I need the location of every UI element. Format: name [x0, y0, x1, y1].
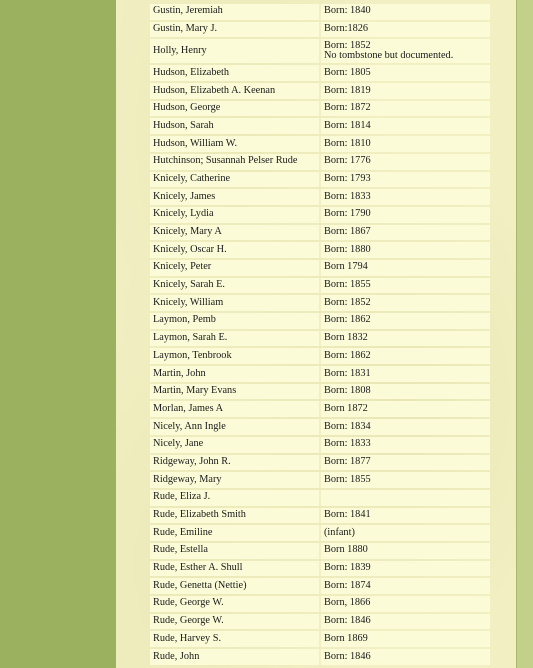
table-row — [150, 614, 490, 630]
name-cell: Rude, Genetta (Nettie) — [150, 578, 319, 594]
born-cell — [319, 313, 490, 329]
table-row — [150, 39, 490, 63]
name-cell: Rude, Estella — [150, 543, 319, 559]
table-row — [150, 401, 490, 417]
born-cell — [319, 136, 490, 152]
table-row — [150, 189, 490, 205]
table-row — [150, 154, 490, 170]
born-year: Born: 1793 — [324, 172, 371, 184]
born-year: Born: 1810 — [324, 137, 371, 149]
born-year: Born: 1819 — [324, 84, 371, 96]
name-cell: Martin, John — [150, 366, 319, 382]
born-cell — [319, 65, 490, 81]
born-cell — [319, 596, 490, 612]
name-cell: Ridgeway, John R. — [150, 455, 319, 471]
name-cell: Holly, Henry — [150, 39, 319, 63]
born-year: Born, 1866 — [324, 597, 371, 609]
born-cell — [319, 455, 490, 471]
table-row — [150, 348, 490, 364]
born-year: Born: 1776 — [324, 155, 371, 167]
name-cell: Hudson, Elizabeth A. Keenan — [150, 83, 319, 99]
name-cell: Laymon, Tenbrook — [150, 348, 319, 364]
born-year: Born: 1790 — [324, 208, 371, 220]
name-cell: Knicely, William — [150, 295, 319, 311]
born-year: Born: 1808 — [324, 385, 371, 397]
born-year: Born 1880 — [324, 544, 368, 556]
table-row — [150, 596, 490, 612]
table-row — [150, 136, 490, 152]
born-cell — [319, 260, 490, 276]
table-row — [150, 366, 490, 382]
table-row — [150, 313, 490, 329]
born-year: Born: 1855 — [324, 279, 371, 291]
born-year: Born: 1833 — [324, 438, 371, 450]
name-cell: Gustin, Mary J. — [150, 22, 319, 38]
table-row — [150, 561, 490, 577]
table-row — [150, 490, 490, 506]
name-cell: Rude, Emiline — [150, 525, 319, 541]
born-year: Born 1794 — [324, 261, 368, 273]
name-cell: Knicely, Mary A — [150, 225, 319, 241]
born-cell — [319, 543, 490, 559]
born-year: Born: 1872 — [324, 102, 371, 114]
name-cell: Hudson, William W. — [150, 136, 319, 152]
born-year: Born: 1862 — [324, 349, 371, 361]
name-cell: Rude, John — [150, 649, 319, 665]
born-year: Born: 1839 — [324, 562, 371, 574]
born-cell — [319, 4, 490, 20]
born-cell — [319, 101, 490, 117]
born-cell — [319, 437, 490, 453]
born-cell — [319, 207, 490, 223]
born-cell — [319, 472, 490, 488]
born-year: Born 1832 — [324, 332, 368, 344]
table-row — [150, 225, 490, 241]
born-cell — [319, 366, 490, 382]
born-cell — [319, 419, 490, 435]
born-cell — [319, 561, 490, 577]
table-row — [150, 207, 490, 223]
table-row — [150, 278, 490, 294]
born-year: Born: 1841 — [324, 509, 371, 520]
table-row — [150, 508, 490, 524]
born-year: Born: 1840 — [324, 5, 371, 17]
born-year: Born: 1805 — [324, 66, 371, 78]
born-cell — [319, 278, 490, 294]
born-year: Born: 1814 — [324, 119, 371, 131]
table-row — [150, 4, 490, 20]
table-row — [150, 419, 490, 435]
table-row — [150, 260, 490, 276]
name-cell: Rude, George W. — [150, 614, 319, 630]
born-cell — [319, 649, 490, 665]
born-cell — [319, 578, 490, 594]
born-cell — [319, 118, 490, 134]
name-cell: Hudson, Elizabeth — [150, 65, 319, 81]
name-cell: Knicely, Sarah E. — [150, 278, 319, 294]
name-cell: Rude, Elizabeth Smith — [150, 508, 319, 524]
born-cell — [319, 508, 490, 524]
born-year: Born: 1855 — [324, 473, 371, 485]
table-row — [150, 65, 490, 81]
born-year: Born: 1852 — [324, 296, 371, 308]
born-cell — [319, 295, 490, 311]
table-row — [150, 242, 490, 258]
table-row — [150, 101, 490, 117]
name-cell: Ridgeway, Mary — [150, 472, 319, 488]
born-year: Born: 1862 — [324, 314, 371, 326]
born-cell — [319, 631, 490, 647]
name-cell: Rude, George W. — [150, 596, 319, 612]
table-row — [150, 455, 490, 471]
born-cell — [319, 348, 490, 364]
born-year: Born: 1834 — [324, 420, 371, 432]
born-year: Born:1826 — [324, 23, 369, 35]
born-cell — [319, 384, 490, 400]
table-row — [150, 295, 490, 311]
born-cell — [319, 490, 490, 506]
table-row — [150, 118, 490, 134]
name-cell: Knicely, Catherine — [150, 172, 319, 188]
name-cell: Hudson, Sarah — [150, 118, 319, 134]
born-cell — [319, 525, 490, 541]
table-row — [150, 631, 490, 647]
name-cell: Knicely, Peter — [150, 260, 319, 276]
born-cell — [319, 242, 490, 258]
name-cell: Knicely, Oscar H. — [150, 242, 319, 258]
name-cell: Hudson, George — [150, 101, 319, 117]
born-cell — [319, 225, 490, 241]
table-row — [150, 543, 490, 559]
name-cell: Rude, Esther A. Shull — [150, 561, 319, 577]
born-cell — [319, 154, 490, 170]
name-cell: Laymon, Pemb — [150, 313, 319, 329]
burial-records-table — [150, 2, 490, 667]
name-cell: Nicely, Jane — [150, 437, 319, 453]
born-cell — [319, 189, 490, 205]
table-row — [150, 649, 490, 665]
born-year: Born: 1831 — [324, 367, 371, 379]
born-year: (infant) — [324, 526, 355, 538]
born-year: Born: 1874 — [324, 579, 371, 591]
table-row — [150, 331, 490, 347]
table-row — [150, 22, 490, 38]
table-row — [150, 525, 490, 541]
born-cell — [319, 22, 490, 38]
name-cell: Martin, Mary Evans — [150, 384, 319, 400]
records-body — [150, 4, 490, 665]
table-row — [150, 437, 490, 453]
name-cell: Nicely, Ann Ingle — [150, 419, 319, 435]
name-cell: Morlan, James A — [150, 401, 319, 417]
right-border-strip — [516, 0, 533, 668]
born-cell — [319, 401, 490, 417]
name-cell: Knicely, Lydia — [150, 207, 319, 223]
name-cell: Rude, Harvey S. — [150, 631, 319, 647]
name-cell: Gustin, Jeremiah — [150, 4, 319, 20]
name-cell: Hutchinson; Susannah Pelser Rude — [150, 154, 319, 170]
born-year: Born 1869 — [324, 632, 368, 644]
born-year: Born: 1833 — [324, 190, 371, 202]
name-cell: Laymon, Sarah E. — [150, 331, 319, 347]
born-year: Born: 1846 — [324, 615, 371, 627]
table-row — [150, 384, 490, 400]
born-cell — [319, 39, 490, 63]
born-cell — [319, 331, 490, 347]
born-year: Born: 1867 — [324, 226, 371, 237]
born-year: Born: 1880 — [324, 243, 371, 255]
record-note: No tombstone but documented. — [324, 50, 454, 62]
born-cell — [319, 83, 490, 99]
name-cell: Rude, Eliza J. — [150, 490, 319, 506]
table-row — [150, 172, 490, 188]
born-year: Born 1872 — [324, 402, 368, 414]
born-cell — [319, 172, 490, 188]
born-year: Born: 1846 — [324, 650, 371, 662]
born-year: Born: 1852 — [324, 39, 371, 51]
name-cell: Knicely, James — [150, 189, 319, 205]
born-cell — [319, 614, 490, 630]
table-row — [150, 472, 490, 488]
table-row — [150, 578, 490, 594]
born-year: Born: 1877 — [324, 455, 371, 467]
table-row — [150, 83, 490, 99]
